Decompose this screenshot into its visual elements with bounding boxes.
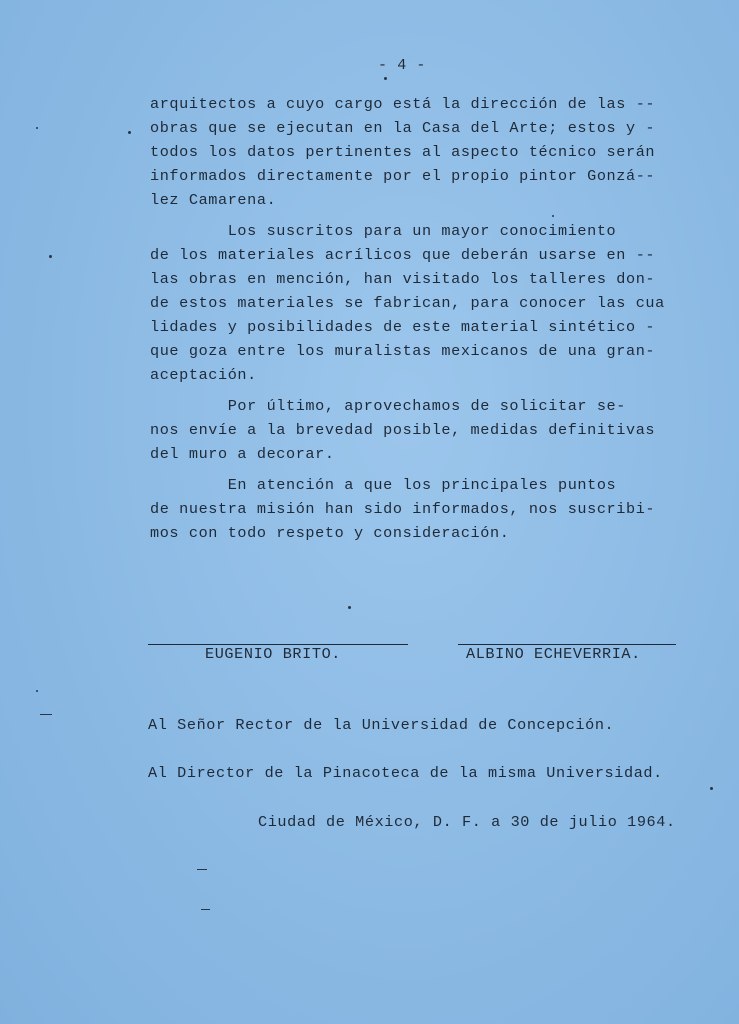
paper-speck [36, 127, 38, 129]
body-line-18: mos con todo respeto y consideración. [150, 524, 510, 542]
body-line-13: Por último, aprovechamos de solicitar se- [150, 397, 626, 415]
body-line-17: de nuestra misión han sido informados, nos suscribi- [150, 500, 656, 518]
recipient-1: Al Señor Rector de la Universidad de Concepción. [148, 716, 615, 734]
recipient-2: Al Director de la Pinacoteca de la misma Universidad. [148, 764, 663, 782]
paper-speck [710, 787, 713, 790]
signature-left: EUGENIO BRITO. [205, 645, 341, 663]
paper-speck [348, 606, 351, 609]
paper-speck [552, 215, 554, 217]
body-line-16: En atención a que los principales puntos [150, 476, 617, 494]
body-line-14: nos envíe a la brevedad posible, medidas definitivas [150, 421, 656, 439]
body-line-5: lez Camarena. [150, 191, 277, 209]
body-line-15: del muro a decorar. [150, 445, 335, 463]
body-line-8: las obras en mención, han visitado los talleres don- [150, 270, 656, 288]
paper-mark [201, 909, 210, 910]
body-line-12: aceptación. [150, 366, 257, 384]
paper-mark [40, 714, 52, 715]
body-line-6: Los suscritos para un mayor conocimiento [150, 222, 617, 240]
date-line: Ciudad de México, D. F. a 30 de julio 1964. [258, 813, 676, 831]
paper-speck [384, 77, 387, 80]
body-line-2: obras que se ejecutan en la Casa del Arte; estos y - [150, 119, 656, 137]
body-line-4: informados directamente por el propio pintor Gonzá-- [150, 167, 656, 185]
paper-speck [36, 690, 38, 692]
paper-speck [128, 131, 131, 134]
body-line-9: de estos materiales se fabrican, para conocer las cua [150, 294, 665, 312]
body-line-3: todos los datos pertinentes al aspecto técnico serán [150, 143, 656, 161]
paper-speck [49, 255, 52, 258]
page-number: - 4 - [378, 57, 427, 74]
paper-mark [197, 869, 207, 870]
signature-right: ALBINO ECHEVERRIA. [466, 645, 641, 663]
body-line-7: de los materiales acrílicos que deberán usarse en -- [150, 246, 656, 264]
body-line-1: arquitectos a cuyo cargo está la dirección de las -- [150, 95, 656, 113]
body-line-11: que goza entre los muralistas mexicanos de una gran- [150, 342, 656, 360]
body-line-10: lidades y posibilidades de este material sintético - [150, 318, 656, 336]
